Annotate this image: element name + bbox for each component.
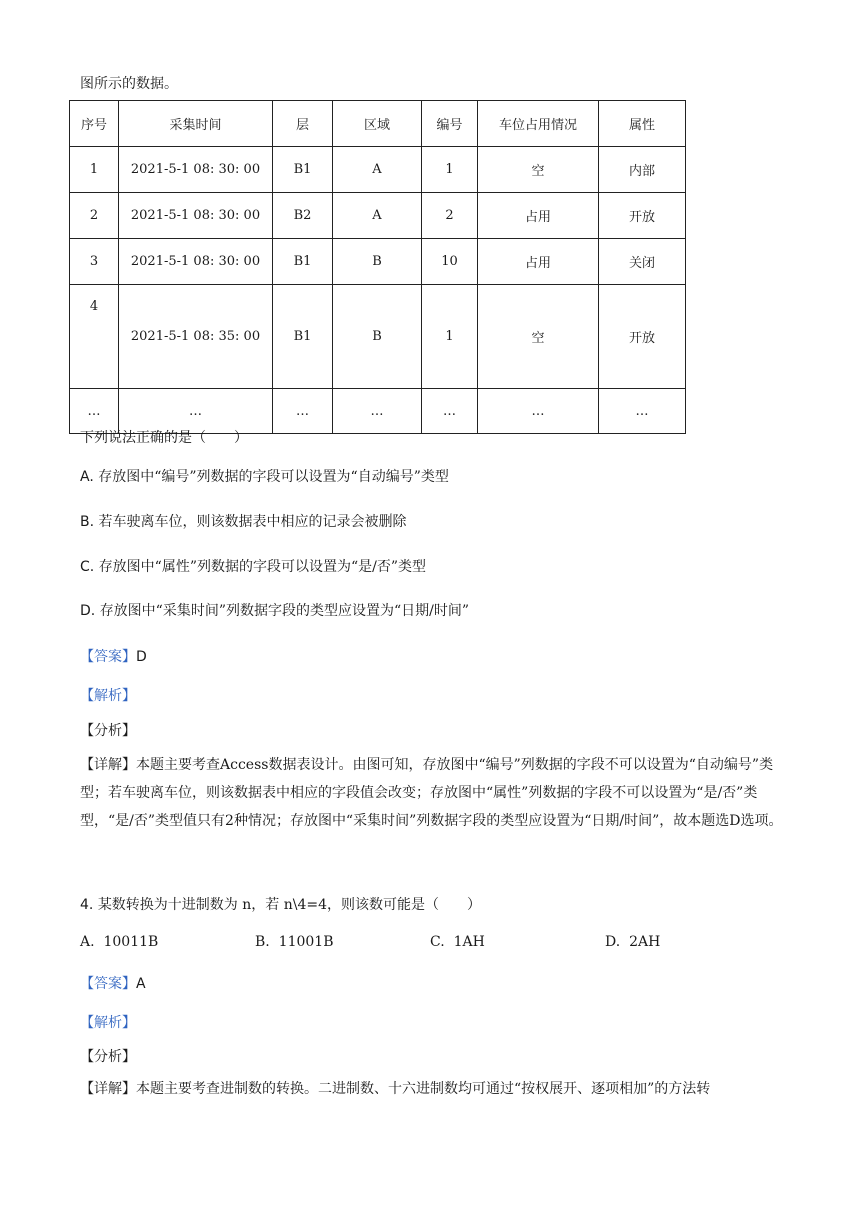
table-header: 采集时间 — [119, 101, 273, 147]
q4-analysis-tag: 【解析】 — [80, 1015, 136, 1031]
q3-analysis-tag: 【解析】 — [80, 688, 136, 704]
table-header: 车位占用情况 — [478, 101, 599, 147]
option-letter: D. — [605, 934, 621, 950]
q4-option-c — [430, 934, 485, 950]
parking-data-table — [69, 100, 686, 434]
table-header: 属性 — [599, 101, 686, 147]
table-cell: A — [333, 147, 422, 193]
table-cell: B — [333, 285, 422, 389]
table-cell: 2021-5-1 08: 30: 00 — [119, 239, 273, 285]
table-cell: B1 — [273, 285, 333, 389]
table-cell: … — [273, 389, 333, 434]
q4-option-b — [255, 934, 333, 950]
q3-stem: 下列说法正确的是（ ） — [80, 430, 248, 446]
q3-fenxi-tag: 【分析】 — [80, 723, 136, 739]
table-cell: B1 — [273, 147, 333, 193]
table-cell: 10 — [422, 239, 478, 285]
table-row — [70, 239, 686, 285]
table-cell: 1 — [422, 285, 478, 389]
option-letter: D. — [80, 603, 96, 619]
table-cell: 空 — [478, 285, 599, 389]
table-cell: A — [333, 193, 422, 239]
answer-tag: 【答案】 — [80, 649, 136, 665]
table-cell: 3 — [70, 239, 119, 285]
answer-tag: 【答案】 — [80, 976, 136, 992]
question-number: 4. — [80, 897, 94, 913]
option-letter: A. — [80, 934, 95, 950]
table-cell: B — [333, 239, 422, 285]
table-cell: … — [478, 389, 599, 434]
table-row — [70, 147, 686, 193]
q4-stem-line — [80, 895, 481, 915]
q4-answer — [80, 974, 146, 994]
table-header: 层 — [273, 101, 333, 147]
detail-tag: 【详解】 — [80, 757, 136, 773]
option-letter: C. — [80, 559, 95, 575]
q3-answer — [80, 647, 147, 667]
table-row — [70, 389, 686, 434]
q3-option-b — [80, 512, 407, 532]
q3-option-d — [80, 601, 469, 621]
table-cell: 4 — [70, 285, 119, 389]
table-cell: 占用 — [478, 193, 599, 239]
table-header: 编号 — [422, 101, 478, 147]
table-cell: 2021-5-1 08: 30: 00 — [119, 193, 273, 239]
table-cell: 内部 — [599, 147, 686, 193]
table-cell: 1 — [422, 147, 478, 193]
table-cell: B1 — [273, 239, 333, 285]
table-cell: B2 — [273, 193, 333, 239]
table-cell: 1 — [70, 147, 119, 193]
table-cell: 2 — [422, 193, 478, 239]
option-letter: C. — [430, 934, 445, 950]
option-text: 存放图中“编号”列数据的字段可以设置为“自动编号”类型 — [98, 469, 449, 485]
table-cell: … — [422, 389, 478, 434]
table-cell: … — [70, 389, 119, 434]
table-cell: 开放 — [599, 193, 686, 239]
q4-detail — [80, 1079, 710, 1099]
table-cell: … — [599, 389, 686, 434]
option-text: 10011B — [103, 934, 159, 950]
q4-option-a — [80, 934, 158, 950]
table-cell: 占用 — [478, 239, 599, 285]
table-cell: 开放 — [599, 285, 686, 389]
answer-value: D — [136, 649, 147, 665]
option-text: 2AH — [629, 934, 661, 950]
detail-text: 本题主要考查进制数的转换。二进制数、十六进制数均可通过“按权展开、逐项相加”的方法转 — [136, 1081, 711, 1097]
q3-option-c — [80, 557, 426, 577]
table-cell: 关闭 — [599, 239, 686, 285]
detail-text: 本题主要考查Access数据表设计。由图可知，存放图中“编号”列数据的字段不可以设置为“自动编号”类型；若车驶离车位，则该数据表中相应的字段值会改变；存放图中“属性”列数据的字段不可以设置为“是/否”类型，“是/否”类型值只有2种情况；存放图中“采集时间”列数据字段的类型应设置为“日期/时间”，故本题选D选项。 — [80, 757, 783, 829]
q3-detail — [80, 751, 785, 835]
table-header-row — [70, 101, 686, 147]
table-cell: 2021-5-1 08: 35: 00 — [119, 285, 273, 389]
option-letter: A. — [80, 469, 94, 485]
intro-text: 图所示的数据。 — [80, 76, 178, 92]
option-text: 存放图中“采集时间”列数据字段的类型应设置为“日期/时间” — [99, 603, 470, 619]
table-row — [70, 193, 686, 239]
q3-option-a — [80, 467, 449, 487]
table-cell: 空 — [478, 147, 599, 193]
option-text: 1AH — [453, 934, 485, 950]
table-row — [70, 285, 686, 389]
option-letter: B. — [80, 514, 95, 530]
table-header: 区域 — [333, 101, 422, 147]
q4-option-d — [605, 934, 660, 950]
table-cell: … — [119, 389, 273, 434]
option-letter: B. — [255, 934, 270, 950]
table-cell: 2 — [70, 193, 119, 239]
answer-value: A — [136, 976, 146, 992]
q4-stem: 某数转换为十进制数为 n，若 n\4=4，则该数可能是（ ） — [97, 897, 482, 913]
table-cell: 2021-5-1 08: 30: 00 — [119, 147, 273, 193]
detail-tag: 【详解】 — [80, 1081, 136, 1097]
option-text: 若车驶离车位，则该数据表中相应的记录会被删除 — [98, 514, 407, 530]
q4-fenxi-tag: 【分析】 — [80, 1049, 136, 1065]
option-text: 存放图中“属性”列数据的字段可以设置为“是/否”类型 — [98, 559, 427, 575]
option-text: 11001B — [278, 934, 334, 950]
table-header: 序号 — [70, 101, 119, 147]
table-cell: … — [333, 389, 422, 434]
